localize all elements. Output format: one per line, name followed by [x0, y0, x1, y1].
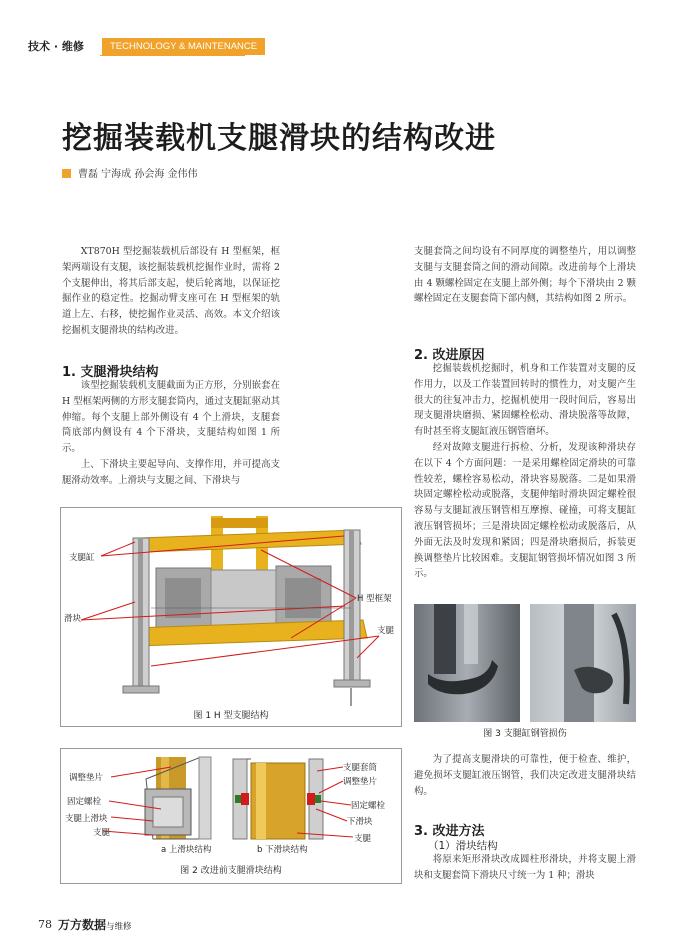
figure-1 — [60, 507, 402, 727]
section-3-heading: 3. 改进方法 — [414, 824, 485, 839]
label-leg: 支腿 — [377, 626, 395, 636]
section-2-heading: 2. 改进原因 — [414, 348, 485, 363]
section-2-paragraph-2: 经对故障支腿进行拆检、分析，发现该种滑块存在以下 4 个方面问题：一是采用螺栓固定滑块的可靠性较差，螺栓容易松动，滑块容易脱落。二是如果滑块固定螺栓松动或脱落，支腿伸缩时滑块固定螺栓很容易与支腿缸液压钢管相互摩擦、碰撞，可将支腿缸液压钢管损坏；三是滑块固定螺栓松动或脱落后，从外面无法及时发现和紧固；四是滑块磨损后，拆装更换调整垫片比较困难。支腿缸钢管损坏情况如图 3 所示。 — [414, 441, 636, 580]
label-support-cylinder: 支腿缸 — [69, 553, 95, 563]
figure-2 — [60, 748, 402, 884]
right-paragraph-3: 为了提高支腿滑块的可靠性，便于检查、维护，避免损坏支腿缸液压钢管，我们决定改进支腿滑块结构。 — [414, 754, 636, 797]
fig2-label-upper-slider: 支腿上滑块 — [65, 814, 108, 824]
header-rule — [100, 55, 245, 56]
figure-3 — [414, 604, 636, 738]
fig2-label-leg-b: 支腿 — [354, 834, 372, 844]
damaged-pipe-photos — [414, 604, 636, 722]
authors-line — [62, 165, 198, 180]
right-column-top — [414, 244, 636, 307]
page-number: 78 — [38, 918, 52, 931]
section-label-cn: 技术 · 维修 — [28, 40, 84, 53]
article-title: 挖掘装载机支腿滑块的结构改进 — [62, 121, 496, 156]
h-frame-diagram — [61, 508, 401, 726]
left-column-body — [62, 378, 280, 489]
right-column-bottom — [414, 752, 636, 799]
label-h-frame: H 型框架 — [357, 594, 392, 604]
fig2-sub-b: b 下滑块结构 — [257, 845, 308, 855]
section-1-heading: 1. 支腿滑块结构 — [62, 365, 159, 380]
fig2-label-leg-a: 支腿 — [93, 828, 111, 838]
subsection-3-1: （1）滑块结构 — [428, 840, 498, 852]
author-marker-icon — [62, 169, 71, 178]
footer-brand-name: 万方数据 — [58, 918, 107, 932]
right-paragraph-0: 支腿套筒之间均设有不同厚度的调整垫片，用以调整支腿与支腿套筒之间的滑动间隙。改进前每个上滑块由 4 颗螺栓固定在支腿上部外侧；每个下滑块由 2 颗螺栓固定在支腿套筒下部内侧，其结构如图 2 所示。 — [414, 246, 636, 305]
section-3-paragraph-1: 将原来矩形滑块改成圆柱形滑块，并将支腿上滑块和支腿套筒下滑块尺寸统一为 1 种；滑块 — [414, 854, 636, 881]
fig2-label-shim-b: 调整垫片 — [343, 777, 378, 787]
fig2-label-bolt-b: 固定螺栓 — [351, 801, 386, 811]
figure-1-caption: 图 1 H 型支腿结构 — [193, 711, 269, 721]
section-2-paragraph-1: 挖掘装载机挖掘时，机身和工作装置对支腿的反作用力，以及工作装置回转时的惯性力，对支腿产生很大的往复冲击力，挖掘机使用一段时间后，容易出现支腿滑块磨损、紧固螺栓松动、滑块脱落等故障，有时甚至将支腿缸液压钢管磨坏。 — [414, 363, 636, 438]
label-slider: 滑块 — [64, 614, 82, 624]
fig2-label-shim-a: 调整垫片 — [69, 773, 104, 783]
authors: 曹磊 宁海成 孙会海 金伟伟 — [78, 169, 198, 180]
figure-3-caption: 图 3 支腿缸钢管损伤 — [483, 729, 567, 739]
intro-paragraph: XT870H 型挖掘装载机后部设有 H 型框架，框架两端设有支腿，该挖掘装载机挖掘作业时，需将 2 个支腿伸出，将其后部支起，使后轮离地，以保证挖掘作业的稳定性。挖掘动臂支座可在 H 型框架的轨道上左、右移，使挖掘作业灵活、高效。本文介绍该挖掘机支腿滑块的结构改进。 — [62, 246, 280, 336]
fig2-sub-a: a 上滑块结构 — [161, 845, 212, 855]
left-column-intro — [62, 244, 280, 339]
right-column-section-2 — [414, 361, 636, 582]
right-column-section-3 — [414, 852, 636, 884]
footer-brand-suffix: 与维修 — [106, 922, 132, 932]
footer-brand — [58, 916, 132, 933]
figure-2-caption: 图 2 改进前支腿滑块结构 — [180, 866, 282, 876]
section-1-paragraph-1: 该型挖掘装载机支腿截面为正方形，分别嵌套在 H 型框架两侧的方形支腿套筒内，通过支腿缸驱动其伸缩。每个支腿上部外侧设有 4 个上滑块，支腿套筒底部内侧设有 4 个下滑块，支腿结构如图 1 所示。 — [62, 380, 280, 455]
section-label-en: TECHNOLOGY & MAINTENANCE — [102, 38, 265, 55]
fig2-label-lower-slider: 下滑块 — [347, 817, 373, 827]
fig2-label-sleeve: 支腿套筒 — [343, 763, 378, 773]
section-1-paragraph-2: 上、下滑块主要起导向、支撑作用，并可提高支腿滑动效率。上滑块与支腿之间、下滑块与 — [62, 458, 280, 486]
fig2-label-bolt-a: 固定螺栓 — [67, 797, 102, 807]
